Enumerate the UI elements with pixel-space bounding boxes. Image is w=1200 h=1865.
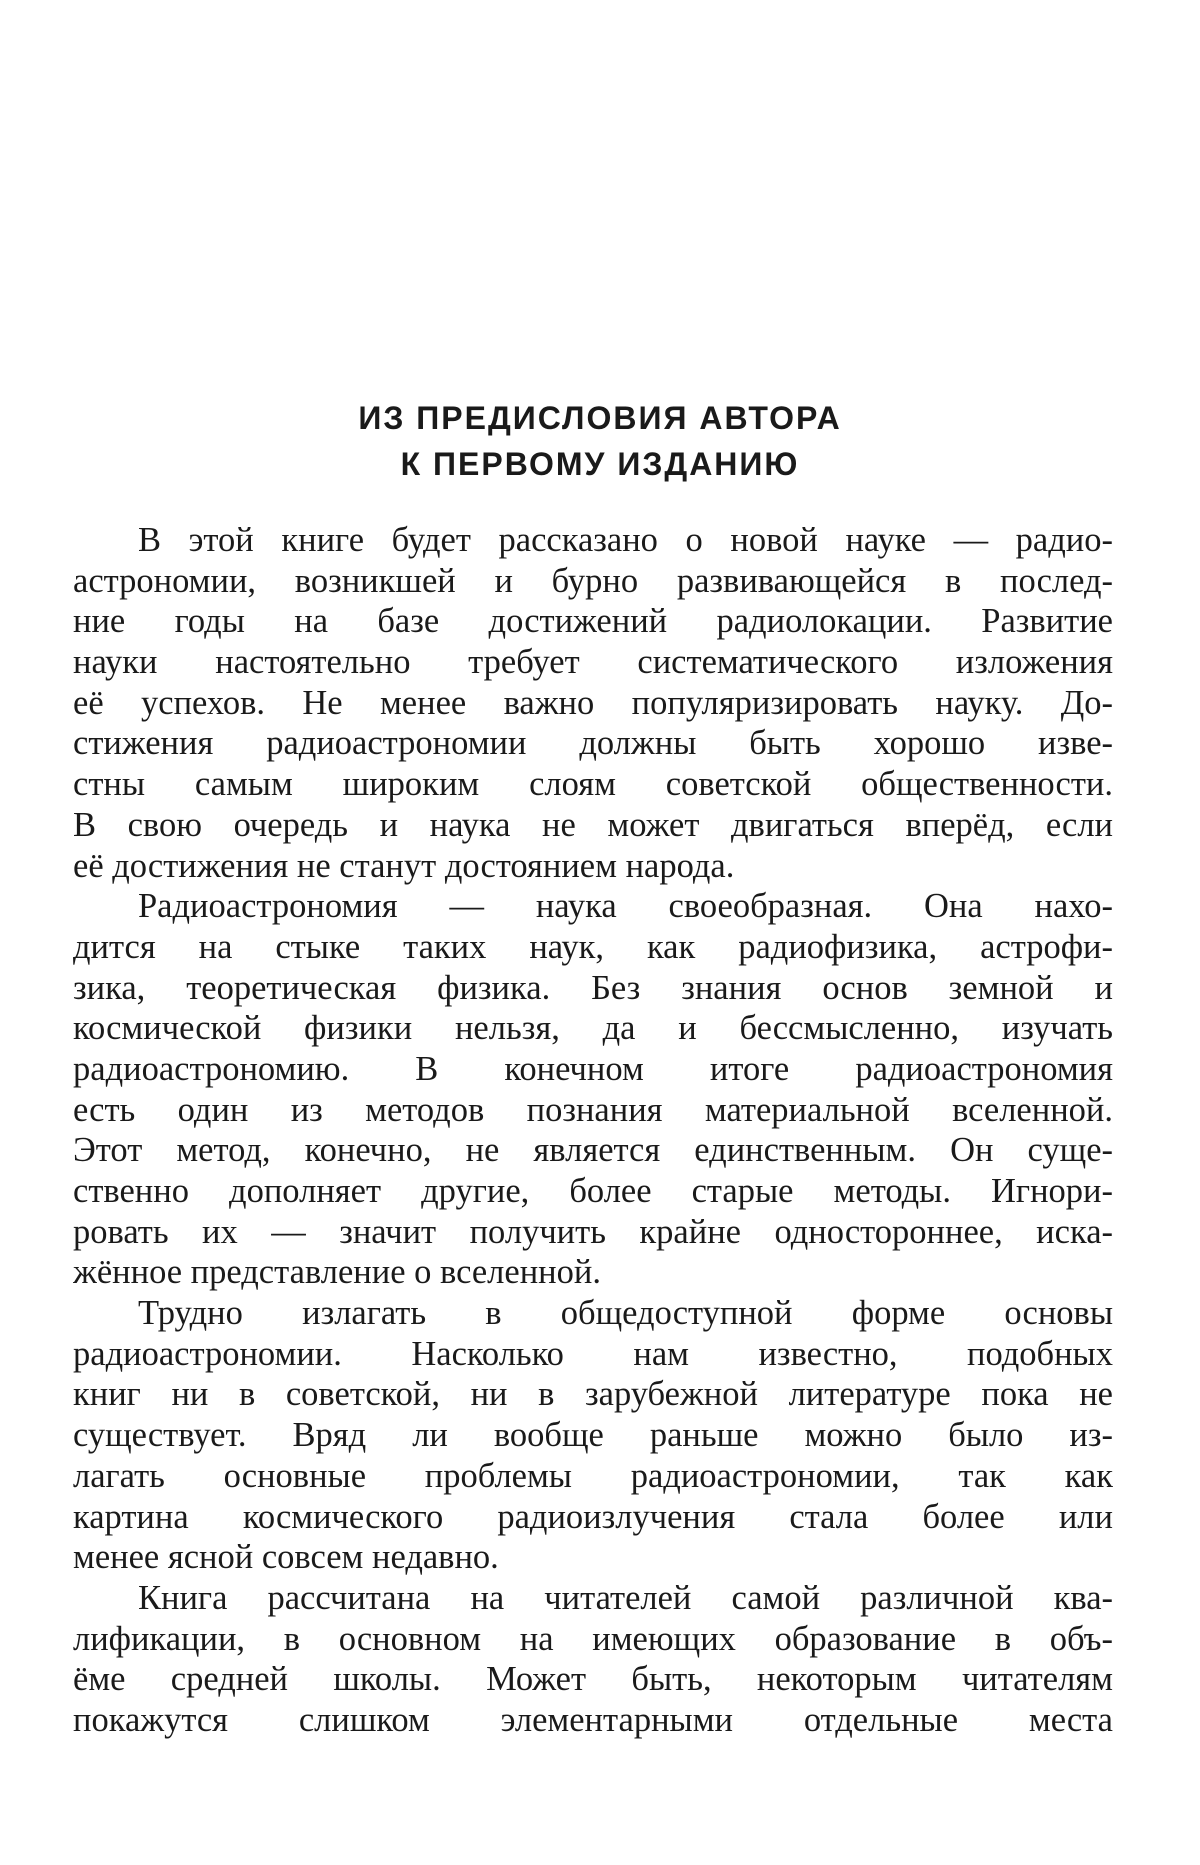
paragraph-3-line: картина космического радиоизлучения стала более или <box>73 1497 1113 1536</box>
paragraph-2-line: ственно дополняет другие, более старые методы. Игнори- <box>73 1172 1113 1210</box>
paragraph-1-line: В этой книге будет рассказано о новой науке — радио- <box>138 521 1113 559</box>
paragraph-3-line: существует. Вряд ли вообще раньше можно было из- <box>73 1416 1113 1455</box>
paragraph-4-line: ёме средней школы. Может быть, некоторым читателям <box>73 1660 1113 1699</box>
paragraph-2-line: ровать их — значит получить крайне одностороннее, иска- <box>73 1212 1113 1251</box>
paragraph-1-line: стижения радиоастрономии должны быть хорошо изве- <box>73 724 1113 763</box>
paragraph-2-line: есть один из методов познания материальной вселенной. <box>73 1090 1113 1129</box>
heading-line-1: ИЗ ПРЕДИСЛОВИЯ АВТОРА <box>358 400 842 436</box>
paragraph-3-line: Трудно излагать в общедоступной форме основы <box>138 1294 1113 1333</box>
paragraph-1-line: науки настоятельно требует систематического изложения <box>73 643 1113 682</box>
paragraph-1-line: астрономии, возникшей и бурно развивающейся в послед- <box>73 561 1113 600</box>
paragraph-4-line: лификации, в основном на имеющих образование в объ- <box>73 1619 1113 1658</box>
paragraph-1-line: ние годы на базе достижений радиолокации. Развитие <box>73 602 1113 641</box>
paragraph-2-line: радиоастрономию. В конечном итоге радиоастрономия <box>73 1049 1113 1088</box>
paragraph-1-line: стны самым широким слоям советской общественности. <box>73 765 1113 804</box>
paragraph-3-line: радиоастрономии. Насколько нам известно, подобных <box>73 1334 1113 1373</box>
chapter-heading <box>0 395 1200 487</box>
paragraph-4-line: Книга рассчитана на читателей самой различной ква- <box>138 1578 1113 1617</box>
paragraph-2-line: Этот метод, конечно, не является единственным. Он суще- <box>73 1131 1113 1170</box>
heading-line-2: К ПЕРВОМУ ИЗДАНИЮ <box>400 446 800 482</box>
body-text <box>73 520 1113 1741</box>
paragraph-1-line: её успехов. Не менее важно популяризировать науку. До- <box>73 683 1113 722</box>
paragraph-4-line: покажутся слишком элементарными отдельные места <box>73 1700 1113 1739</box>
paragraph-3-line: менее ясной совсем недавно. <box>73 1538 499 1577</box>
paragraph-2-line: космической физики нельзя, да и бессмысленно, изучать <box>73 1009 1113 1048</box>
paragraph-3-line: книг ни в советской, ни в зарубежной литературе пока не <box>73 1375 1113 1414</box>
paragraph-2-line: Радиоастрономия — наука своеобразная. Она нахо- <box>138 887 1113 926</box>
paragraph-2-line: зика, теоретическая физика. Без знания основ земной и <box>73 968 1113 1007</box>
paragraph-2-line: жённое представление о вселенной. <box>73 1253 601 1292</box>
paragraph-1-line: В свою очередь и наука не может двигаться вперёд, если <box>73 805 1113 844</box>
paragraph-2-line: дится на стыке таких наук, как радиофизика, астрофи- <box>73 927 1113 966</box>
paragraph-3-line: лагать основные проблемы радиоастрономии, так как <box>73 1456 1113 1495</box>
paragraph-1-line: её достижения не станут достоянием народа. <box>73 846 735 885</box>
